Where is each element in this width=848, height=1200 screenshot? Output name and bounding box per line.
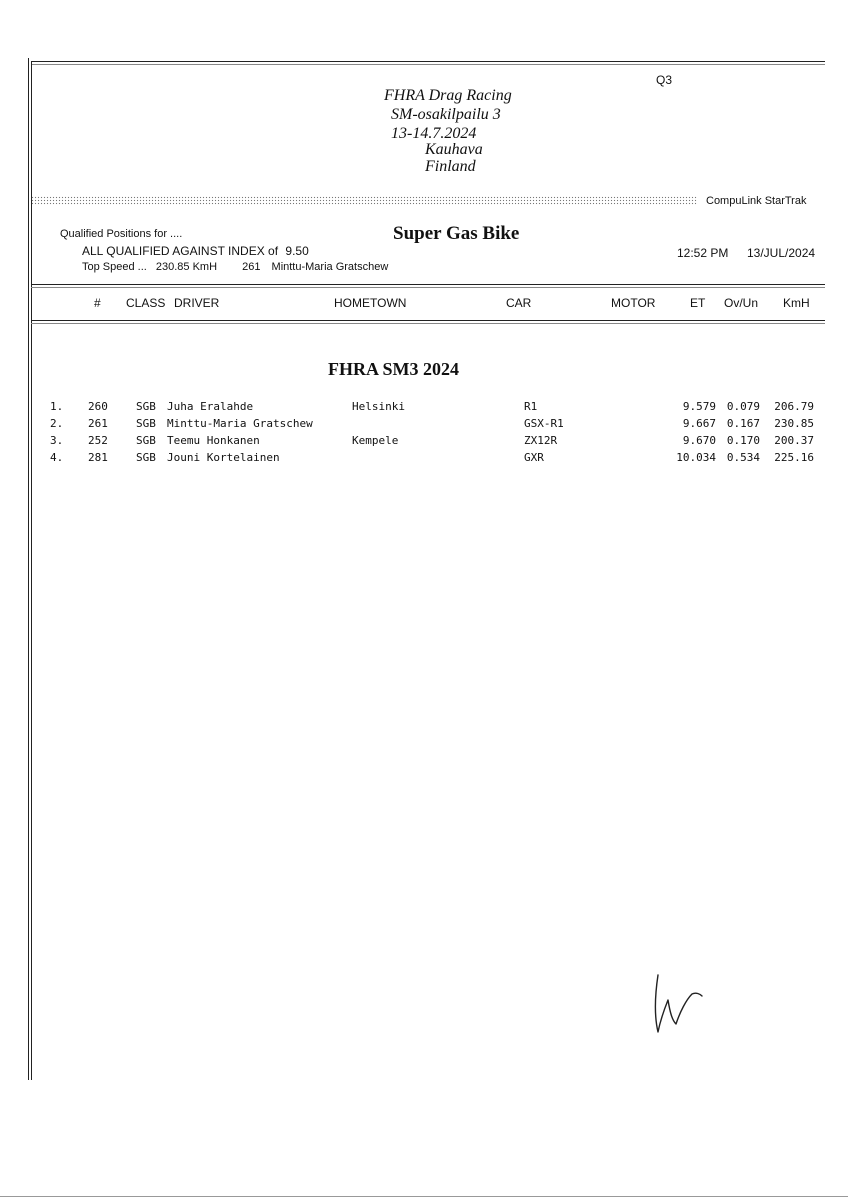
col-ovun: Ov/Un xyxy=(724,296,759,310)
row-pos: 4. xyxy=(50,451,64,464)
row-car: ZX12R xyxy=(524,434,558,447)
index-label-text: ALL QUALIFIED AGAINST INDEX of xyxy=(82,244,279,258)
row-hometown: Helsinki xyxy=(352,400,405,413)
row-class: SGB xyxy=(136,417,156,430)
section-title: FHRA SM3 2024 xyxy=(328,359,460,379)
row-num: 281 xyxy=(88,451,108,464)
event-line-2: SM-osakilpailu 3 xyxy=(391,106,501,123)
row-pos: 3. xyxy=(50,434,64,447)
row-hometown: Kempele xyxy=(352,434,399,447)
row-class: SGB xyxy=(136,400,156,413)
col-num: # xyxy=(94,296,101,310)
left-border-line xyxy=(28,58,29,1080)
table-row xyxy=(0,400,848,417)
top-speed-label: Top Speed ... xyxy=(82,261,147,273)
col-driver: DRIVER xyxy=(174,296,220,310)
table-row xyxy=(0,417,848,434)
row-ovun: 0.534 xyxy=(726,451,760,464)
row-et: 9.667 xyxy=(682,417,716,430)
row-ovun: 0.167 xyxy=(726,417,760,430)
qualified-label: Qualified Positions for .... xyxy=(60,228,183,240)
top-speed-value: 230.85 KmH xyxy=(155,261,218,273)
top-speed-number: 261 xyxy=(242,261,261,273)
report-date: 13/JUL/2024 xyxy=(747,246,816,260)
index-value: 9.50 xyxy=(285,244,309,258)
report-time: 12:52 PM xyxy=(677,246,729,260)
row-kmh: 230.85 xyxy=(774,417,814,430)
top-border-line-inner xyxy=(31,64,825,65)
event-line-1: FHRA Drag Racing xyxy=(384,87,512,104)
row-num: 260 xyxy=(88,400,108,413)
event-line-5: Finland xyxy=(425,158,476,175)
row-car: R1 xyxy=(524,400,538,413)
row-driver: Juha Eralahde xyxy=(167,400,254,413)
row-driver: Teemu Honkanen xyxy=(167,434,260,447)
handwritten-signature xyxy=(640,960,720,1050)
column-header-top-line xyxy=(31,284,825,285)
table-row xyxy=(0,451,848,468)
top-speed-line xyxy=(82,261,388,273)
col-kmh: KmH xyxy=(783,296,810,310)
row-driver: Jouni Kortelainen xyxy=(167,451,280,464)
index-label xyxy=(82,244,309,258)
row-num: 252 xyxy=(88,434,108,447)
left-border-line-inner xyxy=(31,61,32,1080)
col-class: CLASS xyxy=(126,296,166,310)
table-row xyxy=(0,434,848,451)
session-label: Q3 xyxy=(656,73,673,87)
row-kmh: 225.16 xyxy=(774,451,814,464)
row-kmh: 206.79 xyxy=(774,400,814,413)
class-title: Super Gas Bike xyxy=(393,223,520,244)
row-car: GSX-R1 xyxy=(524,417,564,430)
row-et: 10.034 xyxy=(676,451,716,464)
dotted-divider xyxy=(31,196,697,205)
row-num: 261 xyxy=(88,417,108,430)
row-kmh: 200.37 xyxy=(774,434,814,447)
column-header-top-line-inner xyxy=(31,287,825,288)
row-class: SGB xyxy=(136,451,156,464)
top-border-line xyxy=(31,61,825,62)
row-car: GXR xyxy=(524,451,544,464)
row-driver: Minttu-Maria Gratschew xyxy=(167,417,313,430)
row-pos: 2. xyxy=(50,417,64,430)
row-et: 9.670 xyxy=(682,434,716,447)
event-line-3: 13-14.7.2024 xyxy=(391,125,477,142)
system-label: CompuLink StarTrak xyxy=(706,195,807,207)
row-pos: 1. xyxy=(50,400,64,413)
col-motor: MOTOR xyxy=(611,296,656,310)
row-ovun: 0.079 xyxy=(726,400,760,413)
col-hometown: HOMETOWN xyxy=(334,296,407,310)
col-et: ET xyxy=(690,296,706,310)
col-car: CAR xyxy=(506,296,532,310)
row-class: SGB xyxy=(136,434,156,447)
event-line-4: Kauhava xyxy=(425,141,483,158)
column-header-bottom-line-inner xyxy=(31,323,825,324)
top-speed-driver: Minttu-Maria Gratschew xyxy=(271,261,389,273)
column-header-bottom-line xyxy=(31,320,825,321)
row-et: 9.579 xyxy=(682,400,716,413)
row-ovun: 0.170 xyxy=(726,434,760,447)
bottom-border-line xyxy=(0,1196,848,1197)
